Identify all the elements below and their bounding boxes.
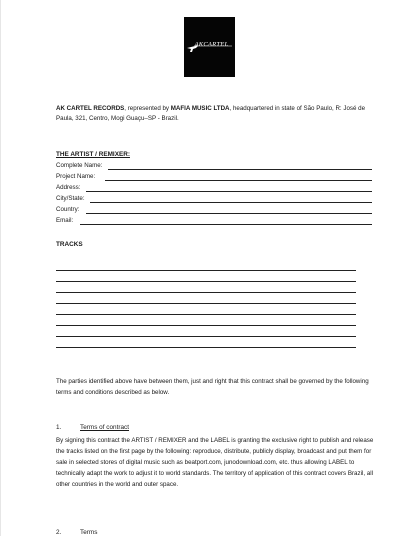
parties-paragraph: The parties identified above have between them, just and right that this contract shall be governed by the following terms and conditions described as below. <box>56 378 369 396</box>
field-label: Country: <box>56 206 80 213</box>
intro-paragraph <box>56 104 376 124</box>
artist-section-title: THE ARTIST / REMIXER: <box>56 151 130 158</box>
intro-text-1: , represented by <box>124 105 171 112</box>
email-field[interactable] <box>56 216 372 226</box>
track-line[interactable] <box>56 292 356 293</box>
address-field[interactable] <box>56 183 372 193</box>
field-line <box>90 202 372 203</box>
track-line[interactable] <box>56 347 356 348</box>
section-1-heading <box>56 423 129 433</box>
section-title: Terms <box>80 529 98 536</box>
field-label: City/State: <box>56 195 85 202</box>
field-label: Address: <box>56 184 81 191</box>
project-name-field[interactable] <box>56 172 372 182</box>
representative-name: MAFIA MUSIC LTDA <box>170 105 230 112</box>
track-line[interactable] <box>56 314 356 315</box>
country-field[interactable] <box>56 205 372 215</box>
field-line <box>86 191 372 192</box>
field-label: Project Name: <box>56 173 96 180</box>
complete-name-field[interactable] <box>56 161 372 171</box>
field-line <box>80 224 372 225</box>
field-line <box>108 169 372 170</box>
track-line[interactable] <box>56 303 356 304</box>
logo-text: AKCARTEL <box>194 41 229 48</box>
track-line[interactable] <box>56 336 356 337</box>
city-state-field[interactable] <box>56 194 372 204</box>
track-line[interactable] <box>56 281 356 282</box>
tracks-title: TRACKS <box>56 241 83 248</box>
section-number: 1. <box>56 424 62 431</box>
intro-text-2: , headquartered in state of São Paulo, R: José de Paula, 321, Centro, Mogi Guaçu–SP - Brazil. <box>56 105 366 122</box>
field-line <box>86 213 372 214</box>
track-line[interactable] <box>56 270 356 271</box>
section-number: 2. <box>56 529 62 536</box>
track-line[interactable] <box>56 325 356 326</box>
section-1-body: By signing this contract the ARTIST / REMIXER and the LABEL is granting the exclusive right to publish and release the tracks listed on the first page by the following: reproduce, distribute, publicly display, broadcast and put them for sale in selected stores of digital music such as beatport.com, junodownload.com, etc. thus allowing LABEL to technically adapt the work to adjust it to world standards. The territory of application of this contract covers Brazil, all other countries in the world and outer space. <box>56 437 374 488</box>
field-line <box>105 180 372 181</box>
section-2-heading <box>56 528 97 538</box>
field-label: Complete Name: <box>56 162 103 169</box>
section-title: Terms of contract <box>80 424 130 431</box>
company-name: AK CARTEL RECORDS <box>56 105 125 112</box>
ak-cartel-logo <box>184 17 235 77</box>
field-label: Email: <box>56 217 74 224</box>
